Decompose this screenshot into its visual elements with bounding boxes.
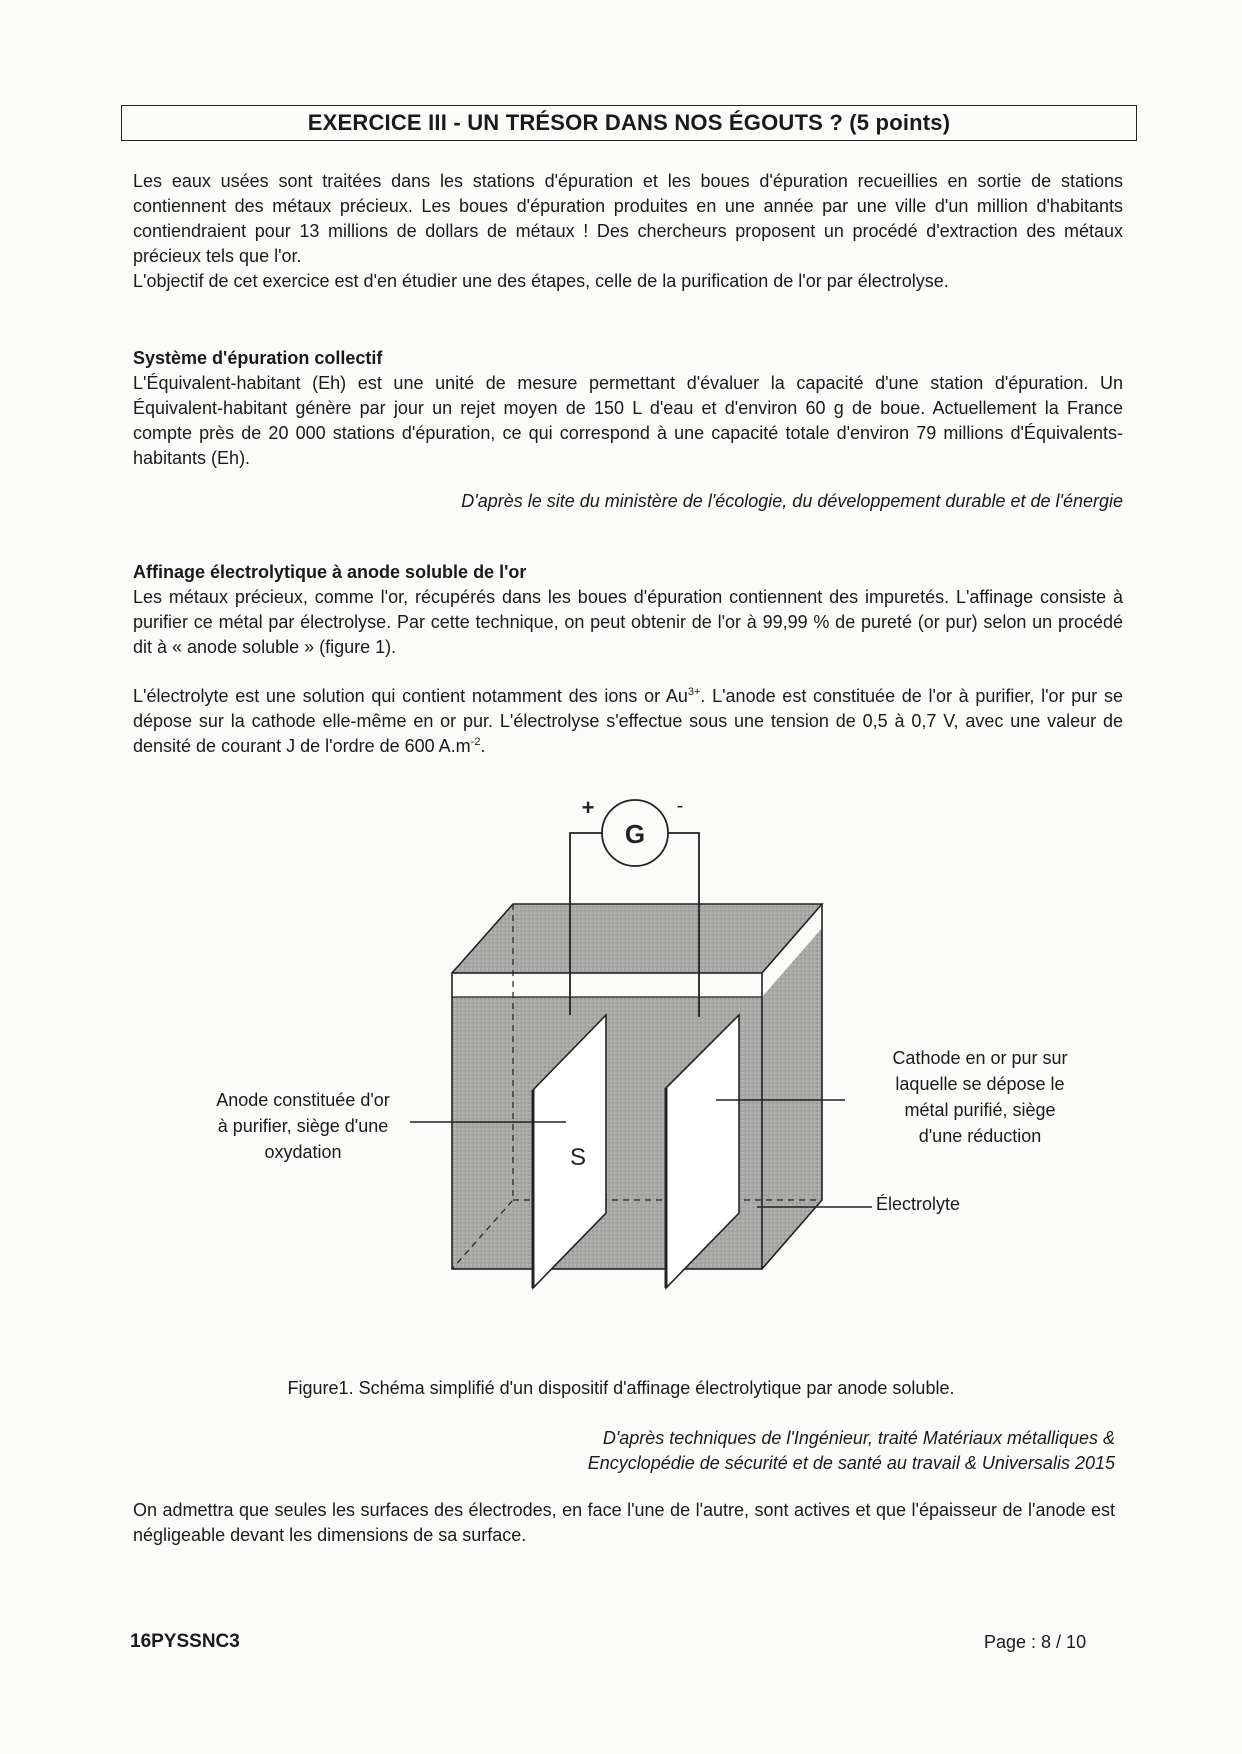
closing-block [133,1498,1115,1548]
section2-text2 [133,684,1123,759]
subject-code: 16PYSSNC3 [130,1631,240,1652]
page-number: Page : 8 / 10 [984,1632,1087,1652]
section2-text1: Les métaux précieux, comme l'or, récupérés dans les boues d'épuration contiennent des impuretés. L'affinage consiste à purifier ce métal par électrolyse. Par cette technique, on peut obtenir de l'or à 99,99 % de pureté (or pur) selon un procédé dit à « anode soluble » (figure 1). [133,587,1123,657]
electrolyte-label: Électrolyte [876,1194,961,1214]
figure-caption: Figure1. Schéma simplifié d'un dispositif d'affinage électrolytique par anode soluble. [287,1378,955,1398]
exercise-title: EXERCICE III - UN TRÉSOR DANS NOS ÉGOUTS ? (5 points) [121,105,1137,141]
section2-heading: Affinage électrolytique à anode soluble de l'or [133,562,527,582]
ion-charge: 3+ [687,686,701,698]
cathode-label-line-1: Cathode en or pur sur [892,1048,1068,1068]
anode-label [178,1087,428,1165]
closing-paragraph: On admettra que seules les surfaces des électrodes, en face l'une de l'autre, sont actives et que l'épaisseur de l'anode est négligeable devant les dimensions de sa surface. [133,1500,1115,1545]
cathode-label-line-2: laquelle se dépose le [895,1074,1065,1094]
anode-label-line-3: oxydation [264,1142,342,1162]
intro-block [133,169,1123,294]
anode-label-line-1: Anode constituée d'or [216,1090,390,1110]
plus-terminal: + [581,795,595,820]
intro-paragraph-2: L'objectif de cet exercice est d'en étudier une des étapes, celle de la purification de l'or par électrolyse. [133,271,949,291]
section-epuration [133,346,1123,514]
section2-text2-a: L'électrolyte est une solution qui contient notamment des ions or Au [133,686,688,706]
section2-text2-c: . [480,736,486,756]
unit-exponent: -2 [470,736,481,748]
intro-paragraph-1: Les eaux usées sont traitées dans les stations d'épuration et les boues d'épuration recueillies en sortie de stations contiennent des métaux précieux. Les boues d'épuration produites en une année par une ville d'un million d'habitants contiendraient pour 13 millions de dollars de métaux ! Des chercheurs proposent un procédé d'extraction des métaux précieux tels que l'or. [133,171,1123,266]
anode-label-line-2: à purifier, siège d'une [217,1116,389,1136]
anode-mark: S [569,1144,587,1171]
electrolyte-side [762,928,822,1269]
section2-text2-b: . L'anode est constituée de l'or à purifier, l'or pur se dépose sur la cathode elle-même en or pur. L'électrolyse s'effectue sous une tension de 0,5 à 0,7 V, avec une valeur de densité de courant J de l'ordre de 600 A.m [133,686,1124,756]
section1-heading: Système d'épuration collectif [133,348,383,368]
cathode-label-line-4: d'une réduction [918,1126,1042,1146]
cathode-label [855,1045,1105,1149]
section1-text: L'Équivalent-habitant (Eh) est une unité de mesure permettant d'évaluer la capacité d'une station d'épuration. Un Équivalent-habitant génère par jour un rejet moyen de 150 L d'eau et d'environ 60 g de boue. Actuellement la France compte près de 20 000 stations d'épuration, ce qui correspond à une capacité totale d'environ 79 millions d'Équivalents-habitants (Eh). [133,373,1123,468]
electrolyte-top [452,904,822,973]
cathode-label-line-3: métal purifié, siège [904,1100,1056,1120]
figure-source-line-1: D'après techniques de l'Ingénieur, traité Matériaux métalliques & [602,1428,1115,1448]
figure-source-line-2: Encyclopédie de sécurité et de santé au travail & Universalis 2015 [587,1453,1115,1473]
section1-source: D'après le site du ministère de l'écologie, du développement durable et de l'énergie [461,491,1123,511]
generator-label: G [624,819,646,849]
figure-source [133,1426,1115,1476]
minus-terminal: - [676,795,684,817]
section-affinage [133,560,1123,759]
